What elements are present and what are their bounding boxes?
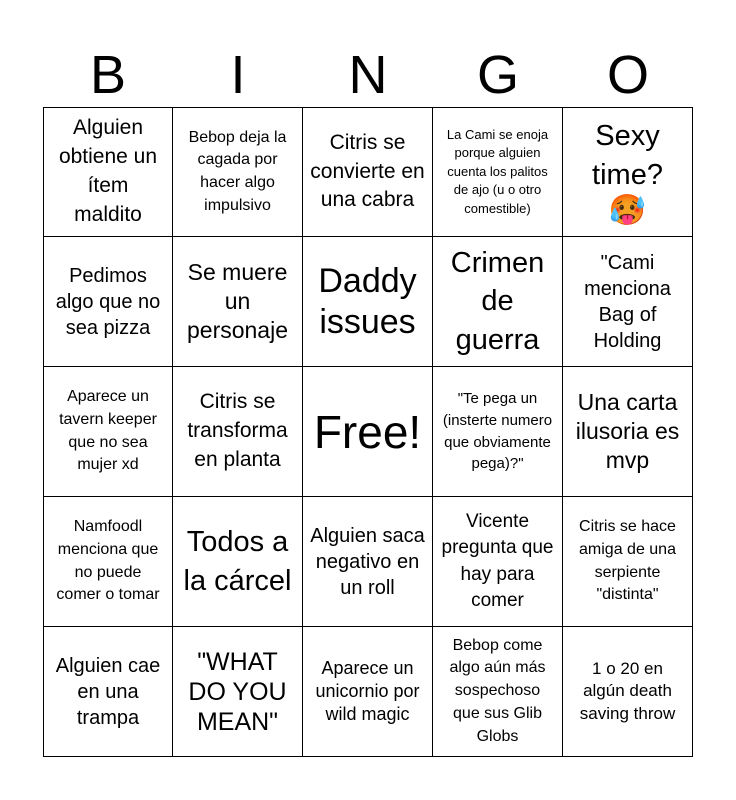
header-letter-b: B: [89, 45, 127, 105]
bingo-cell[interactable]: [173, 107, 303, 237]
bingo-cell[interactable]: [303, 497, 433, 627]
cell-text: Citris se convierte en una cabra: [310, 130, 425, 212]
bingo-cell[interactable]: [563, 237, 693, 367]
cell-text: Alguien obtiene un ítem maldito: [58, 116, 158, 226]
cell-text: Alguien saca negativo en un roll: [310, 524, 425, 599]
cell-text: 1 o 20 en algún death saving throw: [579, 658, 676, 723]
hot-face-icon: 🥵: [608, 194, 647, 228]
cell-text: "Cami menciona Bag of Holding: [584, 251, 671, 352]
cell-text: Crimen de guerra: [450, 246, 545, 356]
cell-text: Bebop deja la cagada por hacer algo impulsivo: [188, 128, 287, 214]
bingo-cell[interactable]: [433, 237, 563, 367]
bingo-cell[interactable]: [433, 107, 563, 237]
cell-text: Aparece un tavern keeper que no sea mujer xd: [59, 388, 157, 474]
cell-text: Una carta ilusoria es mvp: [575, 389, 680, 473]
cell-text: Vicente pregunta que hay para comer: [441, 511, 554, 611]
bingo-cell[interactable]: [563, 627, 693, 757]
cell-text: La Cami se enoja porque alguien cuenta los palitos de ajo (u o otro comestible): [446, 126, 549, 216]
bingo-cell[interactable]: [433, 367, 563, 497]
cell-text: Pedimos algo que no sea pizza: [55, 264, 161, 339]
cell-text: "Te pega un (insterte numero que obviamente pega)?": [442, 390, 553, 473]
bingo-cell[interactable]: [43, 627, 173, 757]
bingo-cell[interactable]: [303, 627, 433, 757]
header-letter-o: O: [606, 45, 649, 105]
bingo-cell[interactable]: [173, 367, 303, 497]
bingo-cell[interactable]: [303, 107, 433, 237]
bingo-cell[interactable]: [303, 237, 433, 367]
header-letter-i: I: [230, 45, 246, 105]
cell-text: Namfoodl menciona que no puede comer o tomar: [56, 518, 160, 604]
bingo-cell[interactable]: [563, 497, 693, 627]
cell-text: Citris se hace amiga de una serpiente "distinta": [579, 518, 676, 604]
bingo-cell[interactable]: [173, 237, 303, 367]
cell-text: Sexy time?: [592, 119, 663, 191]
cell-text: Citris se transforma en planta: [187, 390, 288, 471]
header-letter-g: G: [476, 45, 519, 105]
header-letter-n: N: [348, 45, 388, 105]
cell-text: "WHAT DO YOU MEAN": [188, 647, 287, 736]
bingo-cell[interactable]: [563, 367, 693, 497]
cell-text: Daddy issues: [318, 261, 417, 341]
bingo-cell[interactable]: [43, 367, 173, 497]
bingo-cell[interactable]: [433, 497, 563, 627]
bingo-cell[interactable]: [173, 627, 303, 757]
bingo-cell[interactable]: [173, 497, 303, 627]
bingo-cell[interactable]: [563, 107, 693, 237]
cell-text: Todos a la cárcel: [183, 525, 292, 597]
cell-text: Se muere un personaje: [186, 259, 289, 343]
bingo-cell[interactable]: [43, 107, 173, 237]
bingo-cell[interactable]: [43, 497, 173, 627]
bingo-board: [43, 107, 693, 757]
bingo-cell[interactable]: [303, 367, 433, 497]
free-space: Free!: [313, 405, 422, 458]
cell-text: Bebop come algo aún más sospechoso que sus Glib Globs: [449, 636, 546, 745]
cell-text: Aparece un unicornio por wild magic: [315, 657, 420, 725]
cell-text: Alguien cae en una trampa: [55, 654, 161, 729]
bingo-cell[interactable]: [433, 627, 563, 757]
bingo-header: [43, 44, 693, 106]
bingo-cell[interactable]: [43, 237, 173, 367]
